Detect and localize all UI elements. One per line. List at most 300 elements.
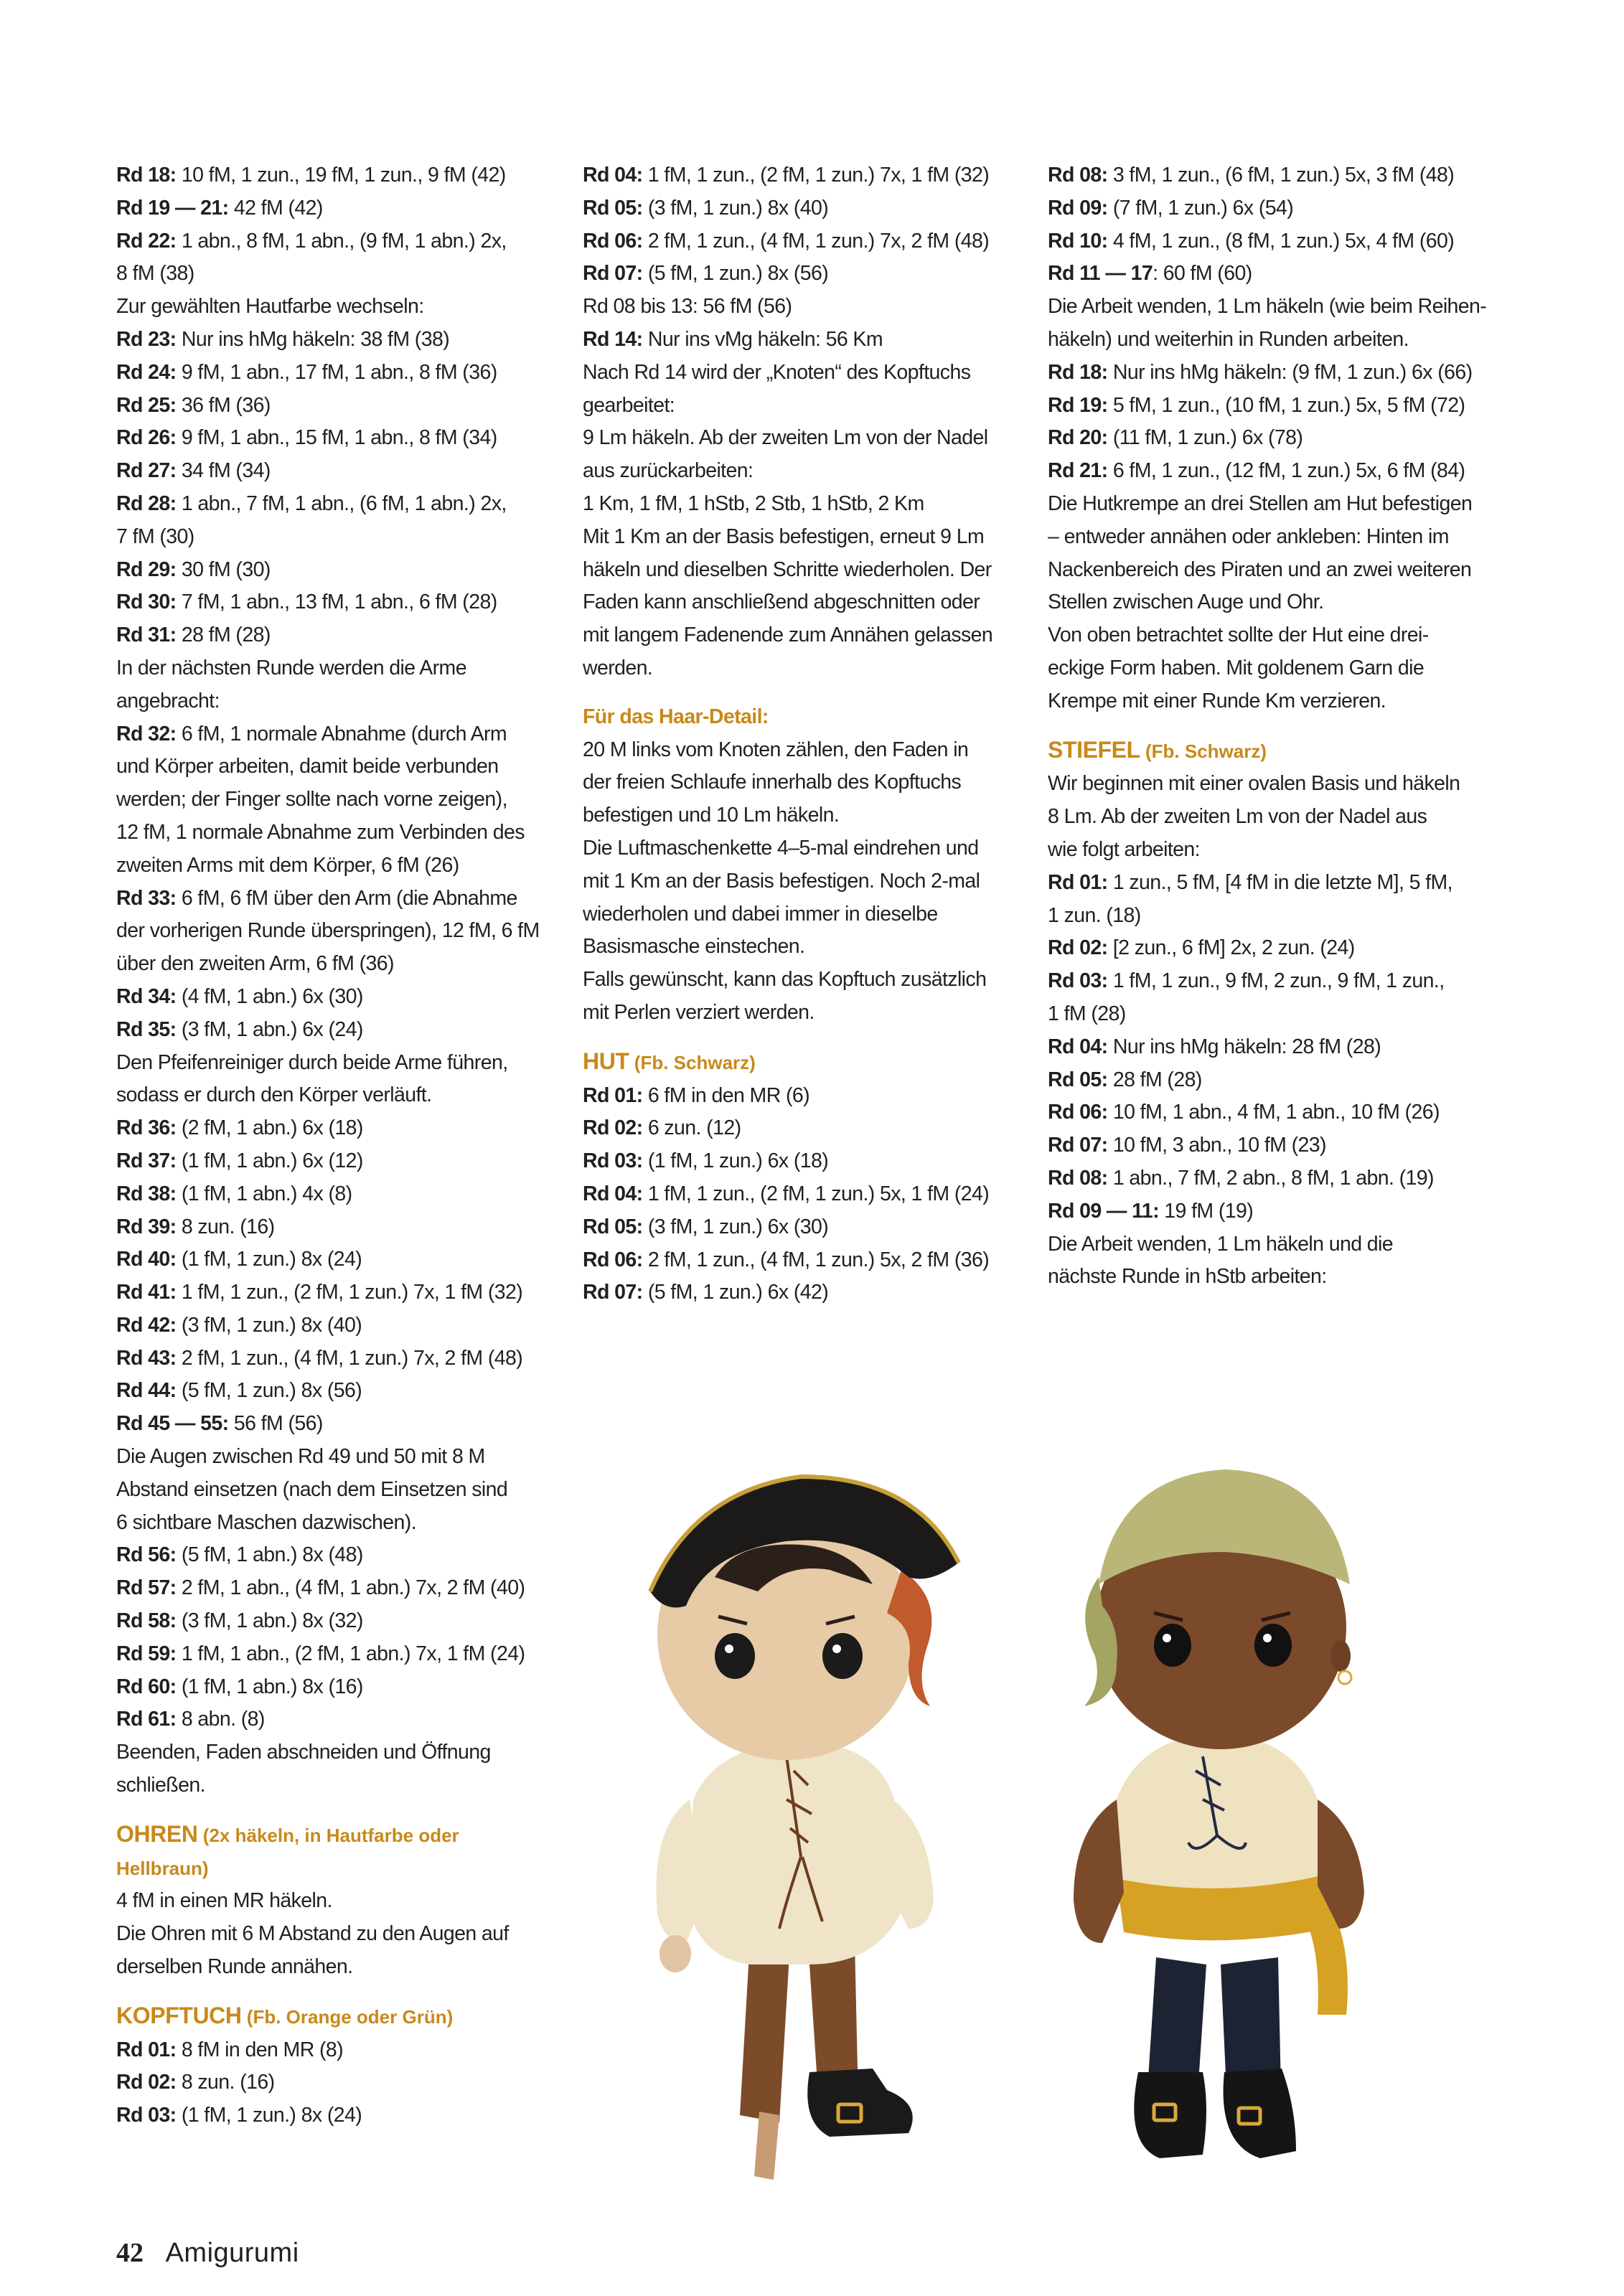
round-text: mit langem Fadenende zum Annähen gelassen xyxy=(583,624,993,647)
round-label: Rd 05: xyxy=(583,196,643,220)
round-label: Rd 35: xyxy=(116,1017,177,1041)
text-line xyxy=(1048,932,1487,965)
round-text: Nach Rd 14 wird der „Knoten“ des Kopftuchs xyxy=(583,360,971,384)
round-text: Nur ins hMg häkeln: (9 fM, 1 zun.) 6x (66) xyxy=(1107,360,1473,384)
round-text: 10 fM, 1 abn., 4 fM, 1 abn., 10 fM (26) xyxy=(1107,1101,1440,1124)
round-text: 9 fM, 1 abn., 15 fM, 1 abn., 8 fM (34) xyxy=(176,426,497,450)
section-heading xyxy=(116,1818,555,1853)
round-label: Rd 58: xyxy=(116,1609,177,1633)
round-text: befestigen und 10 Lm häkeln. xyxy=(583,804,840,827)
round-text: 2 fM, 1 zun., (4 fM, 1 zun.) 7x, 2 fM (48) xyxy=(176,1346,523,1370)
text-line xyxy=(583,1211,1022,1244)
text-line xyxy=(116,915,555,948)
text-line xyxy=(583,1112,1022,1145)
round-text: Den Pfeifenreiniger durch beide Arme führen, xyxy=(116,1050,508,1074)
section-heading-title: STIEFEL xyxy=(1048,736,1140,763)
text-line xyxy=(116,1769,555,1802)
round-text: (5 fM, 1 zun.) 8x (56) xyxy=(642,262,829,286)
round-text: (5 fM, 1 zun.) 8x (56) xyxy=(176,1379,362,1403)
text-line xyxy=(116,1474,555,1507)
round-text: 42 fM (42) xyxy=(228,196,323,220)
round-label: Rd 33: xyxy=(116,886,177,910)
round-text: 56 fM (56) xyxy=(228,1412,323,1436)
text-line xyxy=(116,159,555,192)
text-line xyxy=(116,1014,555,1047)
round-text: zweiten Arms mit dem Körper, 6 fM (26) xyxy=(116,853,459,877)
round-label: Rd 04: xyxy=(583,164,643,187)
text-line xyxy=(1048,834,1487,867)
round-text: Wir beginnen mit einer ovalen Basis und häkeln xyxy=(1048,772,1460,796)
round-text: Krempe mit einer Runde Km verzieren. xyxy=(1048,689,1386,712)
text-line xyxy=(583,832,1022,865)
round-label: Rd 60: xyxy=(116,1675,177,1698)
round-label: Rd 18: xyxy=(1048,360,1108,384)
text-line xyxy=(116,948,555,981)
text-line xyxy=(116,1145,555,1178)
round-text: 34 fM (34) xyxy=(176,459,271,483)
round-text: (3 fM, 1 zun.) 6x (30) xyxy=(642,1215,829,1238)
round-text: Nur ins vMg häkeln: 56 Km xyxy=(642,327,883,351)
round-text: wie folgt arbeiten: xyxy=(1048,837,1200,861)
round-label: Rd 10: xyxy=(1048,229,1108,253)
amigurumi-pirates-photo xyxy=(571,1398,1454,2194)
round-text: 1 fM, 1 zun., (2 fM, 1 zun.) 7x, 1 fM (32) xyxy=(642,164,990,187)
round-text: (3 fM, 1 abn.) 8x (32) xyxy=(176,1609,363,1633)
round-text: werden; der Finger sollte nach vorne zeigen), xyxy=(116,788,507,811)
round-text: 6 fM, 1 zun., (12 fM, 1 zun.) 5x, 6 fM (84) xyxy=(1107,459,1465,483)
text-line xyxy=(583,422,1022,455)
round-text: 30 fM (30) xyxy=(176,557,271,581)
text-line xyxy=(1048,390,1487,423)
round-text: 6 fM, 1 normale Abnahme (durch Arm xyxy=(176,722,507,745)
round-text: 6 sichtbare Maschen dazwischen). xyxy=(116,1510,417,1534)
round-text: (1 fM, 1 abn.) 4x (8) xyxy=(176,1182,352,1205)
text-line xyxy=(116,324,555,357)
text-line xyxy=(116,1507,555,1540)
text-line xyxy=(1048,324,1487,357)
round-label: Rd 56: xyxy=(116,1543,177,1567)
round-text: 3 fM, 1 zun., (6 fM, 1 zun.) 5x, 3 fM (48) xyxy=(1107,164,1455,187)
text-line xyxy=(583,964,1022,997)
round-text: Abstand einsetzen (nach dem Einsetzen sind xyxy=(116,1477,508,1501)
text-line xyxy=(116,817,555,850)
round-text: 10 fM, 1 zun., 19 fM, 1 zun., 9 fM (42) xyxy=(176,164,506,187)
round-label: Rd 05: xyxy=(583,1215,643,1238)
round-label: Rd 34: xyxy=(116,984,177,1008)
text-line xyxy=(583,1080,1022,1113)
text-line xyxy=(116,1178,555,1211)
round-text: 8 fM in den MR (8) xyxy=(176,2038,344,2061)
round-label: Rd 26: xyxy=(116,426,177,450)
round-label: Rd 24: xyxy=(116,360,177,384)
column-left xyxy=(116,159,555,2132)
round-text: Zur gewählten Hautfarbe wechseln: xyxy=(116,295,424,319)
round-label: Rd 01: xyxy=(116,2038,177,2061)
text-line xyxy=(583,931,1022,964)
pirate-doll-left xyxy=(650,1477,959,2180)
text-line xyxy=(116,1079,555,1112)
round-label: Rd 07: xyxy=(1048,1134,1108,1157)
round-text: derselben Runde annähen. xyxy=(116,1955,353,1979)
round-text: 1 Km, 1 fM, 1 hStb, 2 Stb, 1 hStb, 2 Km xyxy=(583,491,924,515)
text-line xyxy=(116,1309,555,1342)
round-text: 1 fM, 1 abn., (2 fM, 1 abn.) 7x, 1 fM (24) xyxy=(176,1642,525,1665)
text-line xyxy=(116,1703,555,1736)
text-line xyxy=(1048,291,1487,324)
round-text: Faden kann anschließend abgeschnitten oder xyxy=(583,591,980,614)
text-line xyxy=(116,422,555,455)
column-middle xyxy=(583,159,1022,1309)
text-line xyxy=(116,521,555,554)
text-line xyxy=(116,981,555,1014)
text-line xyxy=(116,1276,555,1309)
round-text: 1 fM, 1 zun., (2 fM, 1 zun.) 5x, 1 fM (24) xyxy=(642,1182,990,1205)
text-line xyxy=(1048,1195,1487,1228)
round-text: 8 zun. (16) xyxy=(176,1215,275,1238)
round-label: Rd 31: xyxy=(116,624,177,647)
round-text: : 60 fM (60) xyxy=(1153,262,1252,286)
text-line xyxy=(583,1145,1022,1178)
round-text: mit 1 Km an der Basis befestigen. Noch 2-mal xyxy=(583,869,980,893)
round-label: Rd 07: xyxy=(583,262,643,286)
round-text: 7 fM, 1 abn., 13 fM, 1 abn., 6 fM (28) xyxy=(176,591,497,614)
text-line xyxy=(1048,192,1487,225)
round-text: 9 fM, 1 abn., 17 fM, 1 abn., 8 fM (36) xyxy=(176,360,497,384)
round-label: Rd 07: xyxy=(583,1281,643,1304)
round-label: Rd 27: xyxy=(116,459,177,483)
round-text: und Körper arbeiten, damit beide verbunden xyxy=(116,755,499,778)
round-text: der vorherigen Runde überspringen), 12 fM, 6 fM xyxy=(116,919,540,943)
text-line xyxy=(1048,1162,1487,1195)
round-text: 36 fM (36) xyxy=(176,393,271,417)
text-line xyxy=(116,390,555,423)
round-text: 4 fM in einen MR häkeln. xyxy=(116,1889,332,1913)
round-text: 2 fM, 1 abn., (4 fM, 1 abn.) 7x, 2 fM (40) xyxy=(176,1576,525,1600)
section xyxy=(116,1818,555,1984)
text-line xyxy=(1048,488,1487,521)
text-line xyxy=(583,865,1022,898)
round-text: 2 fM, 1 zun., (4 fM, 1 zun.) 5x, 2 fM (36) xyxy=(642,1248,990,1271)
text-line xyxy=(116,652,555,685)
text-line xyxy=(583,488,1022,521)
round-label: Rd 05: xyxy=(1048,1068,1108,1091)
text-line xyxy=(583,390,1022,423)
text-line xyxy=(583,619,1022,652)
round-text: (3 fM, 1 abn.) 6x (24) xyxy=(176,1017,363,1041)
round-label: Rd 61: xyxy=(116,1708,177,1731)
round-text: werden. xyxy=(583,656,653,679)
round-text: aus zurückarbeiten: xyxy=(583,459,754,483)
round-label: Rd 06: xyxy=(1048,1101,1108,1124)
text-line xyxy=(1048,867,1487,900)
round-text: 20 M links vom Knoten zählen, den Faden in xyxy=(583,738,969,761)
round-text: Die Arbeit wenden, 1 Lm häkeln und die xyxy=(1048,1232,1394,1256)
round-text: Nur ins hMg häkeln: 28 fM (28) xyxy=(1107,1035,1381,1058)
text-line xyxy=(583,258,1022,291)
round-label: Rd 19 — 21: xyxy=(116,196,229,220)
round-text: (1 fM, 1 abn.) 8x (16) xyxy=(176,1675,363,1698)
round-text: 1 fM, 1 zun., (2 fM, 1 zun.) 7x, 1 fM (32) xyxy=(176,1281,523,1304)
round-text: 9 Lm häkeln. Ab der zweiten Lm von der Nadel xyxy=(583,426,988,450)
round-text: 8 Lm. Ab der zweiten Lm von der Nadel aus xyxy=(1048,805,1427,829)
round-label: Rd 20: xyxy=(1048,426,1108,450)
text-line xyxy=(116,258,555,291)
section-heading-continued xyxy=(116,1853,555,1886)
text-line xyxy=(1048,619,1487,652)
text-line xyxy=(583,291,1022,324)
round-text: 28 fM (28) xyxy=(1107,1068,1202,1091)
text-line xyxy=(116,1047,555,1080)
text-line xyxy=(583,799,1022,832)
round-text: (11 fM, 1 zun.) 6x (78) xyxy=(1107,426,1303,450)
text-line xyxy=(583,225,1022,258)
round-label: Rd 02: xyxy=(116,2071,177,2094)
text-line xyxy=(1048,1228,1487,1261)
round-text: 8 fM (38) xyxy=(116,262,194,286)
round-text: 6 zun. (12) xyxy=(642,1116,741,1140)
text-line xyxy=(1048,1261,1487,1294)
section-heading xyxy=(116,2000,555,2034)
round-label: Rd 25: xyxy=(116,393,177,417)
round-text: Mit 1 Km an der Basis befestigen, erneut 9 Lm xyxy=(583,524,985,548)
section xyxy=(116,2000,555,2132)
round-text: 6 fM in den MR (6) xyxy=(642,1083,810,1107)
round-text: 1 fM (28) xyxy=(1048,1002,1126,1025)
section-heading-note: (Fb. Schwarz) xyxy=(629,1051,756,1073)
round-label: Rd 22: xyxy=(116,229,177,253)
round-label: Rd 04: xyxy=(583,1182,643,1205)
text-line xyxy=(116,2066,555,2099)
text-line xyxy=(116,1342,555,1375)
round-text: Die Arbeit wenden, 1 Lm häkeln (wie beim Reihen- xyxy=(1048,295,1487,319)
text-line xyxy=(1048,455,1487,488)
round-label: Rd 36: xyxy=(116,1116,177,1140)
round-label: Rd 43: xyxy=(116,1346,177,1370)
round-label: Rd 04: xyxy=(1048,1035,1108,1058)
section-heading-note: (Fb. Orange oder Grün) xyxy=(241,2005,454,2028)
section-heading xyxy=(583,1045,1022,1080)
text-line xyxy=(583,997,1022,1030)
text-line xyxy=(583,734,1022,767)
section xyxy=(583,701,1022,1030)
round-label: Rd 57: xyxy=(116,1576,177,1600)
text-line xyxy=(116,883,555,916)
round-text: Falls gewünscht, kann das Kopftuch zusätzlich xyxy=(583,968,987,992)
text-line xyxy=(116,619,555,652)
round-label: Rd 06: xyxy=(583,229,643,253)
text-line xyxy=(116,1918,555,1951)
round-label: Rd 11 — 17 xyxy=(1048,262,1153,286)
round-label: Rd 03: xyxy=(116,2104,177,2127)
round-text: 10 fM, 3 abn., 10 fM (23) xyxy=(1107,1134,1326,1157)
text-line xyxy=(1048,554,1487,587)
round-text: 1 abn., 7 fM, 2 abn., 8 fM, 1 abn. (19) xyxy=(1107,1166,1434,1190)
round-text: wiederholen und dabei immer in dieselbe xyxy=(583,902,938,926)
round-text: 6 fM, 6 fM über den Arm (die Abnahme xyxy=(176,886,517,910)
text-line xyxy=(116,685,555,718)
round-text: schließen. xyxy=(116,1774,205,1797)
round-label: Rd 32: xyxy=(116,722,177,745)
round-text: (3 fM, 1 zun.) 8x (40) xyxy=(642,196,829,220)
text-line xyxy=(116,357,555,390)
round-text: häkeln und dieselben Schritte wiederholen. Der xyxy=(583,557,992,581)
round-text: Beenden, Faden abschneiden und Öffnung xyxy=(116,1741,491,1764)
text-line xyxy=(583,159,1022,192)
round-text: 1 abn., 8 fM, 1 abn., (9 fM, 1 abn.) 2x, xyxy=(176,229,507,253)
round-text: 8 zun. (16) xyxy=(176,2071,275,2094)
round-label: Rd 08: xyxy=(1048,1166,1108,1190)
round-text: – entweder annähen oder ankleben: Hinten im xyxy=(1048,524,1449,548)
round-label: Rd 38: xyxy=(116,1182,177,1205)
round-text: gearbeitet: xyxy=(583,393,675,417)
text-line xyxy=(116,751,555,784)
round-label: Rd 01: xyxy=(583,1083,643,1107)
text-line xyxy=(1048,900,1487,933)
round-text: 1 abn., 7 fM, 1 abn., (6 fM, 1 abn.) 2x, xyxy=(176,491,507,515)
round-text: angebracht: xyxy=(116,689,220,712)
round-text: (1 fM, 1 zun.) 6x (18) xyxy=(642,1149,829,1173)
round-label: Rd 01: xyxy=(1048,870,1108,894)
text-line xyxy=(583,766,1022,799)
text-line xyxy=(116,1112,555,1145)
text-line xyxy=(1048,652,1487,685)
text-line xyxy=(583,1178,1022,1211)
text-line xyxy=(1048,685,1487,718)
round-text: häkeln) und weiterhin in Runden arbeiten. xyxy=(1048,327,1409,351)
text-line xyxy=(116,1572,555,1605)
round-label: Rd 06: xyxy=(583,1248,643,1271)
text-line xyxy=(116,1671,555,1704)
round-label: Rd 44: xyxy=(116,1379,177,1403)
round-text: (7 fM, 1 zun.) 6x (54) xyxy=(1107,196,1294,220)
text-line xyxy=(116,1211,555,1244)
text-line xyxy=(1048,357,1487,390)
text-line xyxy=(116,1885,555,1918)
round-label: Rd 23: xyxy=(116,327,177,351)
round-label: Rd 39: xyxy=(116,1215,177,1238)
text-line xyxy=(583,586,1022,619)
round-text: 1 zun., 5 fM, [4 fM in die letzte M], 5 fM, xyxy=(1107,870,1452,894)
text-line xyxy=(1048,1031,1487,1064)
text-line xyxy=(116,1605,555,1638)
text-line xyxy=(116,1736,555,1769)
text-line xyxy=(583,192,1022,225)
round-text: Die Hutkrempe an drei Stellen am Hut befestigen xyxy=(1048,491,1473,515)
round-text: sodass er durch den Körper verläuft. xyxy=(116,1083,432,1107)
text-line xyxy=(116,2099,555,2132)
section-heading-title: OHREN xyxy=(116,1820,198,1847)
round-text: (3 fM, 1 zun.) 8x (40) xyxy=(176,1313,362,1337)
round-text: Basismasche einstechen. xyxy=(583,935,805,959)
round-text: Nackenbereich des Piraten und an zwei weiteren xyxy=(1048,557,1472,581)
section-heading-note: Hellbraun) xyxy=(116,1857,209,1879)
round-text: Von oben betrachtet sollte der Hut eine drei- xyxy=(1048,624,1429,647)
pirate-doll-right xyxy=(1074,1469,1364,2158)
round-label: Rd 03: xyxy=(1048,969,1108,993)
round-text: nächste Runde in hStb arbeiten: xyxy=(1048,1265,1327,1289)
text-line xyxy=(116,488,555,521)
section xyxy=(583,1045,1022,1309)
round-text: über den zweiten Arm, 6 fM (36) xyxy=(116,952,394,976)
text-line xyxy=(116,784,555,817)
round-text: 5 fM, 1 zun., (10 fM, 1 zun.) 5x, 5 fM (72) xyxy=(1107,393,1465,417)
text-line xyxy=(583,521,1022,554)
section xyxy=(1048,734,1487,1294)
column-right xyxy=(1048,159,1487,1294)
round-label: Rd 59: xyxy=(116,1642,177,1665)
magazine-name: Amigurumi xyxy=(165,2238,299,2268)
round-label: Rd 37: xyxy=(116,1149,177,1172)
section-heading-title: KOPFTUCH xyxy=(116,2002,242,2028)
text-line xyxy=(583,898,1022,931)
round-label: Rd 02: xyxy=(1048,936,1108,960)
round-text: (1 fM, 1 zun.) 8x (24) xyxy=(176,2104,362,2127)
text-line xyxy=(1048,258,1487,291)
round-label: Rd 14: xyxy=(583,327,643,351)
round-text: 4 fM, 1 zun., (8 fM, 1 zun.) 5x, 4 fM (60) xyxy=(1107,229,1455,253)
round-label: Rd 21: xyxy=(1048,459,1108,483)
round-text: (2 fM, 1 abn.) 6x (18) xyxy=(176,1116,363,1140)
round-label: Rd 30: xyxy=(116,591,177,614)
round-text: 1 fM, 1 zun., 9 fM, 2 zun., 9 fM, 1 zun., xyxy=(1107,969,1445,993)
text-line xyxy=(1048,801,1487,834)
round-label: Rd 45 — 55: xyxy=(116,1412,229,1436)
text-line xyxy=(583,1276,1022,1309)
round-text: (5 fM, 1 abn.) 8x (48) xyxy=(176,1543,363,1567)
text-line xyxy=(116,1408,555,1441)
text-line xyxy=(116,192,555,225)
round-label: Rd 08: xyxy=(1048,164,1108,187)
round-text: 2 fM, 1 zun., (4 fM, 1 zun.) 7x, 2 fM (48) xyxy=(642,229,990,253)
text-line xyxy=(1048,768,1487,801)
round-label: Rd 18: xyxy=(116,164,177,187)
text-line xyxy=(583,455,1022,488)
text-line xyxy=(1048,422,1487,455)
round-text: Nur ins hMg häkeln: 38 fM (38) xyxy=(176,327,450,351)
round-text: mit Perlen verziert werden. xyxy=(583,1000,815,1024)
round-text: (5 fM, 1 zun.) 6x (42) xyxy=(642,1281,829,1304)
text-line xyxy=(583,324,1022,357)
round-label: Rd 19: xyxy=(1048,393,1108,417)
round-label: Rd 40: xyxy=(116,1248,177,1271)
round-text: Die Luftmaschenkette 4–5-mal eindrehen und xyxy=(583,836,979,860)
text-line xyxy=(1048,1096,1487,1129)
text-line xyxy=(116,1441,555,1474)
text-line xyxy=(1048,1129,1487,1162)
text-line xyxy=(116,850,555,883)
section-heading xyxy=(1048,734,1487,768)
round-label: Rd 09: xyxy=(1048,196,1108,220)
text-line xyxy=(116,1951,555,1984)
round-text: Stellen zwischen Auge und Ohr. xyxy=(1048,591,1324,614)
text-line xyxy=(116,1638,555,1671)
round-label: Rd 42: xyxy=(116,1313,177,1337)
round-text: Die Ohren mit 6 M Abstand zu den Augen auf xyxy=(116,1922,509,1946)
round-text: 12 fM, 1 normale Abnahme zum Verbinden des xyxy=(116,820,525,844)
text-line xyxy=(116,1375,555,1408)
round-label: Rd 41: xyxy=(116,1281,177,1304)
round-text: 19 fM (19) xyxy=(1158,1199,1254,1223)
round-text: Rd 08 bis 13: 56 fM (56) xyxy=(583,295,792,319)
round-text: 7 fM (30) xyxy=(116,524,194,548)
text-line xyxy=(116,225,555,258)
text-line xyxy=(1048,965,1487,998)
text-line xyxy=(583,1244,1022,1277)
section-heading-title: HUT xyxy=(583,1048,629,1074)
text-line xyxy=(1048,998,1487,1031)
round-text: eckige Form haben. Mit goldenem Garn die xyxy=(1048,656,1424,679)
round-label: Rd 03: xyxy=(583,1149,643,1173)
